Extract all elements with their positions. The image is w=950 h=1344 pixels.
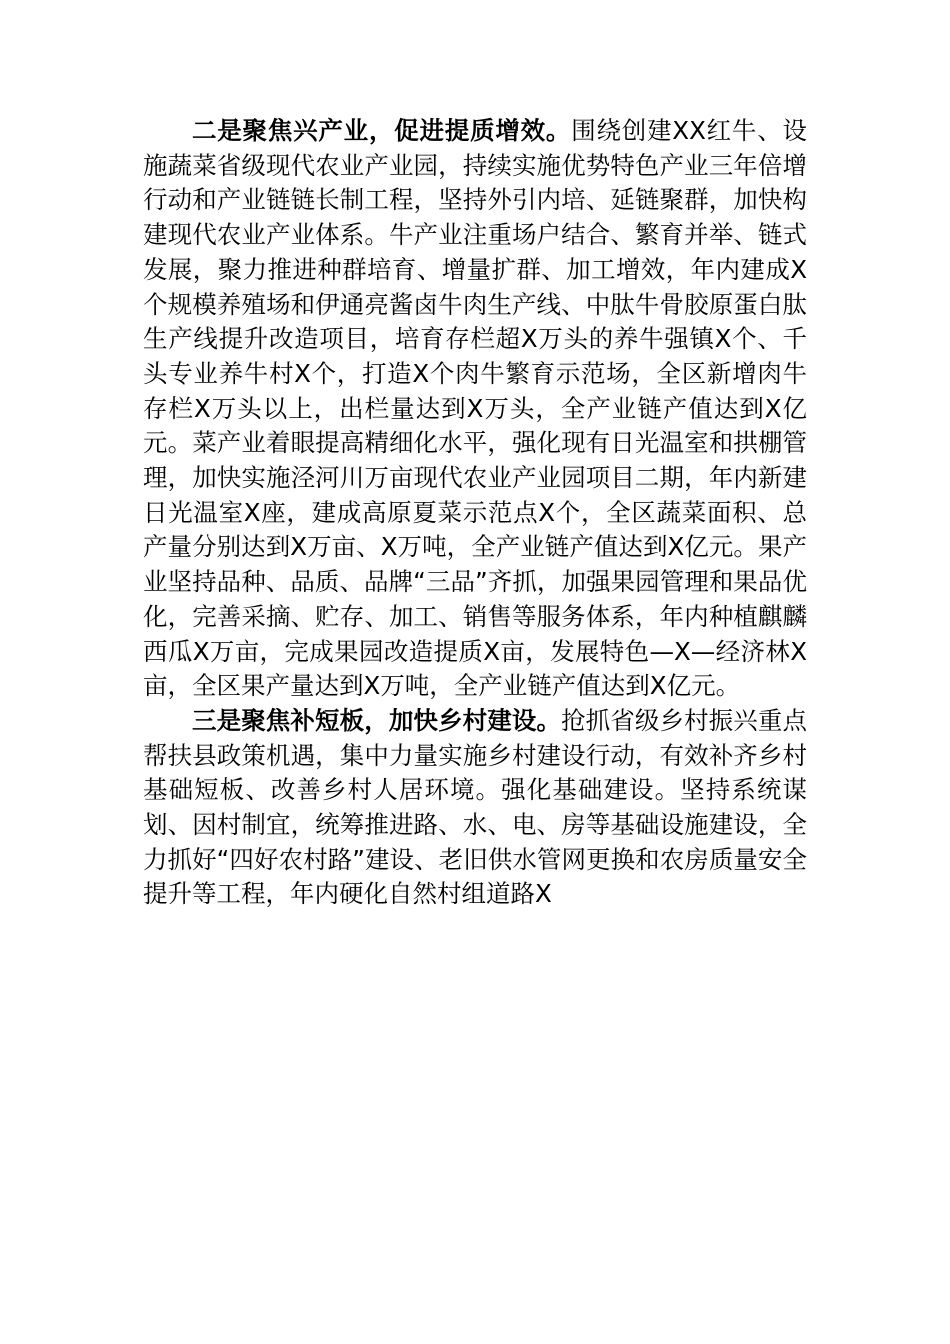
paragraph-lead-industry: 二是聚焦兴产业，促进提质增效。: [192, 116, 572, 145]
paragraph-rural-construction: [143, 704, 807, 912]
paragraph-body-industry: 围绕创建XX红牛、设施蔬菜省级现代农业产业园，持续实施优势特色产业三年倍增行动和产业链链长制工程，坚持外引内培、延链聚群，加快构建现代农业产业体系。牛产业注重场户结合、繁育并举、链式发展，聚力推进种群培育、增量扩群、加工增效，年内建成X个规模养殖场和伊通亮酱卤牛肉生产线、中肽牛骨胶原蛋白肽生产线提升改造项目，培育存栏超X万头的养牛强镇X个、千头专业养牛村X个，打造X个肉牛繁育示范场，全区新增肉牛存栏X万头以上，出栏量达到X万头，全产业链产值达到X亿元。菜产业着眼提高精细化水平，强化现有日光温室和拱棚管理，加快实施泾河川万亩现代农业产业园项目二期，年内新建日光温室X座，建成高原夏菜示范点X个，全区蔬菜面积、总产量分别达到X万亩、X万吨，全产业链产值达到X亿元。果产业坚持品种、品质、品牌“三品”齐抓，加强果园管理和果品优化，完善采摘、贮存、加工、销售等服务体系，年内种植麒麟西瓜X万亩，完成果园改造提质X亩，发展特色—X—经济林X亩，全区果产量达到X万吨，全产业链产值达到X亿元。: [143, 116, 807, 701]
paragraph-industry: [143, 114, 807, 704]
paragraph-body-rural-construction: 抢抓省级乡村振兴重点帮扶县政策机遇，集中力量实施乡村建设行动，有效补齐乡村基础短板、改善乡村人居环境。强化基础建设。坚持系统谋划、因村制宜，统筹推进路、水、电、房等基础设施建设，全力抓好“四好农村路”建设、老旧供水管网更换和农房质量安全提升等工程，年内硬化自然村组道路X: [143, 705, 807, 909]
paragraph-lead-rural-construction: 三是聚焦补短板，加快乡村建设。: [192, 705, 562, 735]
document-page: [143, 114, 807, 912]
